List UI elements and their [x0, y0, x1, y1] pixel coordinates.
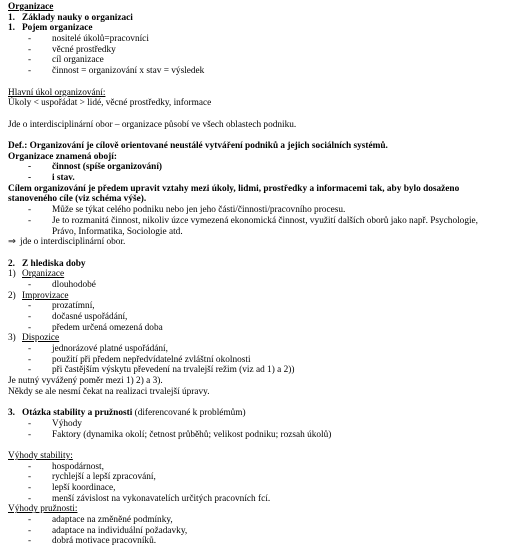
main-task-label: Hlavní úkol organizování:: [8, 87, 106, 98]
list-item: - dobrá motivace pracovníků.: [28, 536, 157, 547]
group-heading: 3) Dispozice: [8, 333, 60, 344]
section-3-heading: 3. Otázka stability a pružnosti (diferencované k problémům): [8, 408, 246, 419]
definition-goal: Cílem organizování je předem upravit vztahy mezi úkoly, lidmi, prostředky a informacemi tak, aby bylo dosaženo stanoveného cíle (viz schéma výše).: [8, 183, 460, 205]
group-heading: 1) Organizace: [8, 269, 65, 280]
main-task-text: Úkoly < uspořádat > lidé, věcné prostředky, informace: [8, 98, 212, 109]
list-item: - cíl organizace: [28, 55, 104, 66]
list-item: - adaptace na individuální požadavky,: [28, 525, 188, 536]
list-item: - dočasné uspořádání,: [28, 312, 128, 323]
definition-line: Def.: Organizování je cílově orientované neustálé vytváření podniků a jejich sociálních systémů.: [8, 140, 388, 151]
implies-arrow-icon: ⇒: [8, 237, 16, 248]
section-1-subheading: 1. Pojem organizace: [8, 23, 93, 34]
flexibility-label: Výhody pružnosti:: [8, 504, 78, 515]
list-item: - činnost (spíše organizování): [28, 162, 163, 173]
stability-label: Výhody stability:: [8, 450, 73, 461]
list-item: - prozatímní,: [28, 301, 95, 312]
document-title: Organizace: [8, 2, 54, 12]
list-item: - činnost = organizování x stav = výsledek: [28, 66, 205, 77]
list-item: - Výhody: [28, 418, 82, 429]
list-item: - Je to rozmanitá činnost, nikoliv úzce vymezená ekonomická činnost, využití dalších oborů jako např. Psychologie, Právo, Informatika, Sociologie atd.: [28, 215, 478, 237]
list-item: - dlouhodobé: [28, 279, 96, 290]
list-item: - jednorázové platné uspořádání,: [28, 344, 168, 355]
section-1-heading: 1. Základy nauky o organizaci: [8, 12, 133, 23]
list-item: - rychlejší a lepší zpracování,: [28, 472, 156, 483]
document-page: [8, 2, 503, 547]
wait-note: Někdy se ale nesmí čekat na realizaci trvalejší úpravy.: [8, 386, 210, 397]
balance-note: Je nutný vyvážený poměr mezi 1) 2) a 3).: [8, 376, 163, 387]
list-item: - Faktory (dynamika okolí; četnost průběhů; velikost podniku; rozsah úkolů): [28, 429, 332, 440]
list-item: - lepší koordinace,: [28, 483, 116, 494]
group-heading: 2) Improvizace: [8, 290, 69, 301]
section-2-heading: 2. Z hlediska doby: [8, 258, 86, 269]
list-item: - Může se týkat celého podniku nebo jen jeho části/činnosti/pracovního procesu.: [28, 205, 346, 216]
list-item: - menší závislost na vykonavatelích určitých pracovních fcí.: [28, 493, 271, 504]
definition-both: Organizace znamená obojí:: [8, 151, 117, 162]
list-item: - adaptace na změněné podmínky,: [28, 515, 173, 526]
list-item: - hospodárnost,: [28, 461, 104, 472]
list-item: - nositelé úkolů=pracovníci: [28, 34, 149, 45]
list-item: - použití při předem nepředvídatelné zvláštní okolnosti: [28, 354, 251, 365]
list-item: - věcné prostředky: [28, 44, 116, 55]
list-item: - předem určená omezená doba: [28, 322, 163, 333]
definition-conclusion: ⇒ jde o interdisciplinární obor.: [8, 237, 126, 248]
list-item: - při častějším výskytu převedení na trvalejší režim (viz ad 1) a 2)): [28, 365, 295, 376]
list-item: - i stav.: [28, 173, 75, 183]
interdisciplinary-note: Jde o interdisciplinární obor – organizace působí ve všech oblastech podniku.: [8, 119, 297, 130]
